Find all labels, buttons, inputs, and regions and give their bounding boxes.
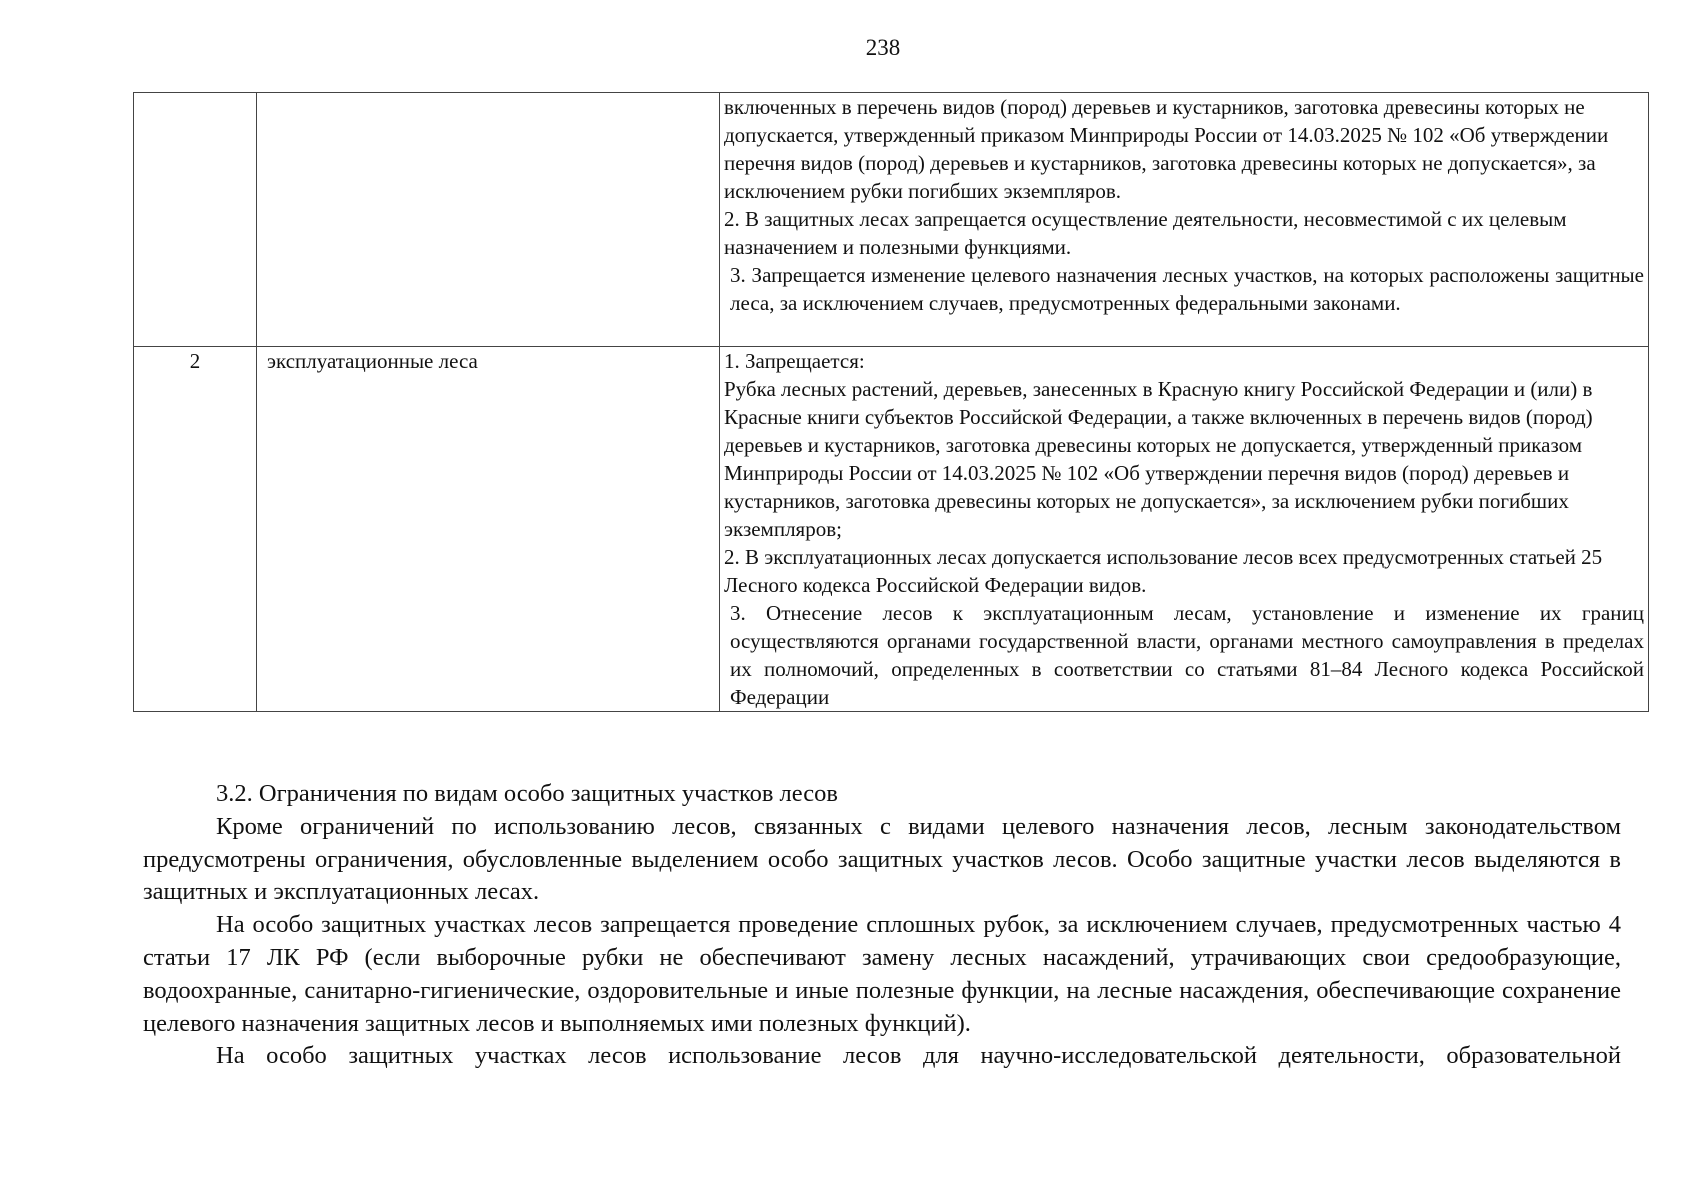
- body-paragraph: На особо защитных участках лесов запрещается проведение сплошных рубок, за исключением случаев, предусмотренных частью 4 статьи 17 ЛК РФ (если выборочные рубки не обеспечивают замену лесных насаждений, утрачивающих свои средообразующие, водоохранные, санитарно-гигиенические, оздоровительные и иные полезные функции, на лесные насаждения, обеспечивающие сохранение целевого назначения защитных лесов и выполняемых ими полезных функций).: [143, 911, 1621, 1037]
- restriction-paragraph: 2. В эксплуатационных лесах допускается использование лесов всех предусмотренных статьей 25 Лесного кодекса Российской Федерации видов.: [724, 545, 1603, 597]
- table-row: [134, 347, 1649, 712]
- restriction-paragraph: Рубка лесных растений, деревьев, занесенных в Красную книгу Российской Федерации и (или) в Красные книги субъектов Российской Федерации, а также включенных в перечень видов (пород) деревьев и кустарников, заготовка древесины которых не допускается, утвержденный приказом Минприроды России от 14.03.2025 № 102 «Об утверждении перечня видов (пород) деревьев и кустарников, заготовка древесины которых не допускается», за исключением рубки погибших экземпляров;: [724, 377, 1593, 541]
- table-row: [134, 93, 1649, 347]
- page-number: 238: [865, 35, 901, 60]
- row-number-cell: [134, 93, 257, 347]
- restriction-paragraph: 2. В защитных лесах запрещается осуществление деятельности, несовместимой с их целевым назначением и полезными функциями.: [724, 207, 1567, 259]
- restriction-paragraph: 3. Отнесение лесов к эксплуатационным лесам, установление и изменение их границ осуществляются органами государственной власти, органами местного самоуправления в пределах их полномочий, определенных в соответствии со статьями 81–84 Лесного кодекса Российской Федерации: [730, 601, 1644, 709]
- body-paragraph: На особо защитных участках лесов использование лесов для научно-исследовательской деятельности, образовательной: [216, 1042, 1621, 1070]
- restrictions-text-cell: [720, 93, 1649, 347]
- restrictions-text-cell: [720, 347, 1649, 712]
- row-number-cell: 2: [134, 347, 257, 712]
- section-heading: 3.2. Ограничения по видам особо защитных участков лесов: [216, 780, 838, 807]
- restriction-paragraph: 1. Запрещается:: [724, 349, 865, 373]
- body-paragraph: Кроме ограничений по использованию лесов, связанных с видами целевого назначения лесов, лесным законодательством предусмотрены ограничения, обусловленные выделением особо защитных участков лесов. Особо защитные участки лесов выделяются в защитных и эксплуатационных лесах.: [143, 812, 1621, 906]
- restriction-paragraph: включенных в перечень видов (пород) деревьев и кустарников, заготовка древесины которых не допускается, утвержденный приказом Минприроды России от 14.03.2025 № 102 «Об утверждении перечня видов (пород) деревьев и кустарников, заготовка древесины которых не допускается», за исключением рубки погибших экземпляров.: [724, 95, 1609, 203]
- forest-type-cell: [257, 93, 720, 347]
- restriction-paragraph: 3. Запрещается изменение целевого назначения лесных участков, на которых расположены защитные леса, за исключением случаев, предусмотренных федеральными законами.: [730, 263, 1644, 315]
- section-3-2: [143, 778, 1621, 1073]
- forest-type-cell: эксплуатационные леса: [257, 347, 720, 712]
- restrictions-table: [133, 92, 1649, 712]
